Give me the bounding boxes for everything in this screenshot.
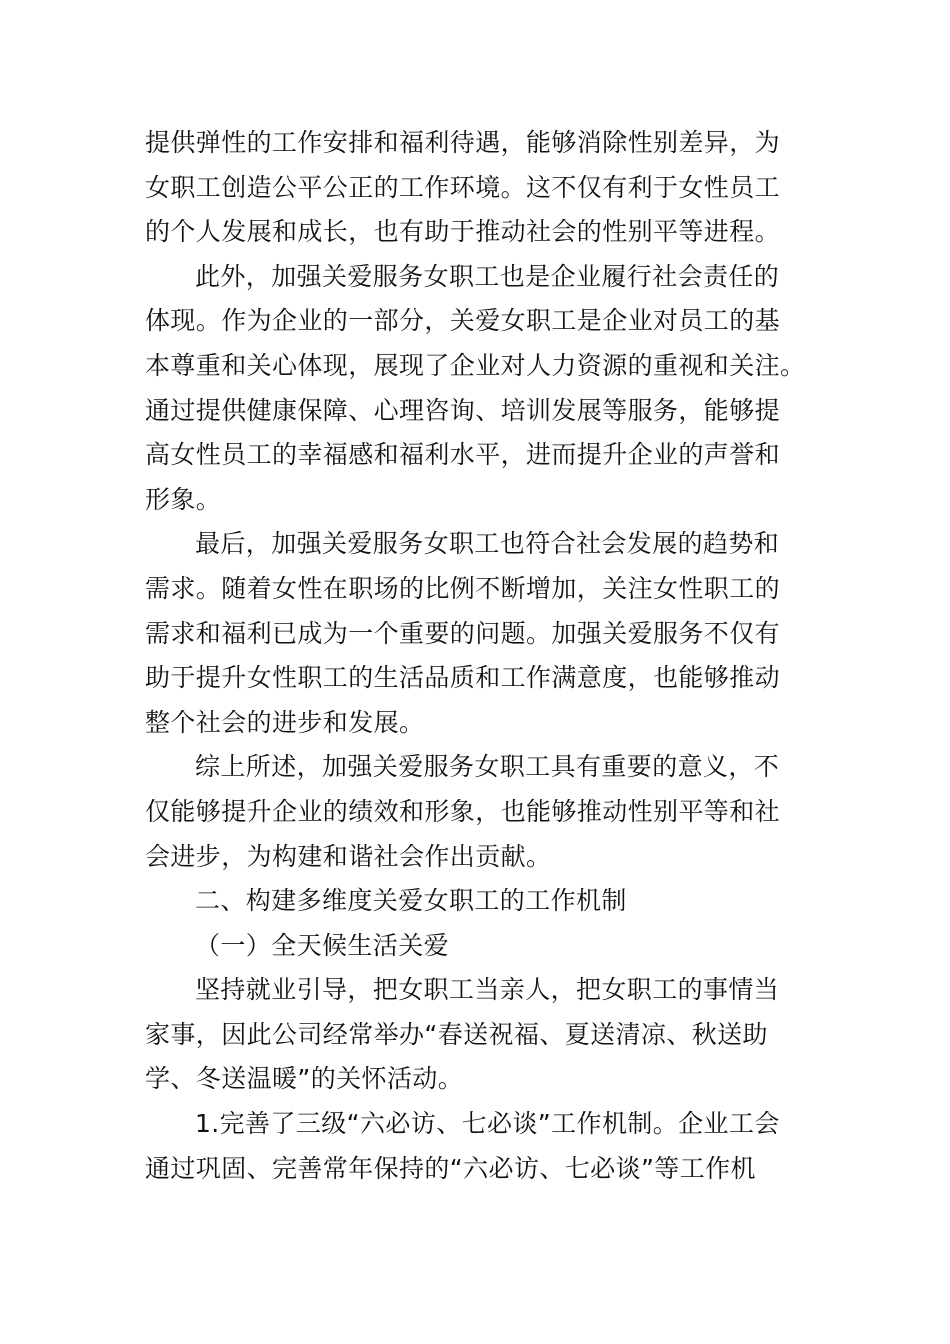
paragraph-line: 坚持就业引导，把女职工当亲人，把女职工的事情当 <box>195 975 780 1005</box>
paragraph-line: 需求和福利已成为一个重要的问题。加强关爱服务不仅有 <box>145 618 781 648</box>
paragraph-line: 体现。作为企业的一部分，关爱女职工是企业对员工的基 <box>145 306 781 336</box>
paragraph-line: 本尊重和关心体现，展现了企业对人力资源的重视和关注。 <box>145 350 806 380</box>
paragraph-line: 1.完善了三级“六必访、七必谈”工作机制。企业工会 <box>195 1109 780 1139</box>
paragraph-line: 通过提供健康保障、心理咨询、培训发展等服务，能够提 <box>145 395 781 425</box>
paragraph-line: 的个人发展和成长，也有助于推动社会的性别平等进程。 <box>145 217 781 247</box>
paragraph-line: 会进步，为构建和谐社会作出贡献。 <box>145 841 552 871</box>
body-text <box>145 121 806 1191</box>
paragraph-line: 综上所述，加强关爱服务女职工具有重要的意义，不 <box>195 752 780 782</box>
paragraph-line: 需求。随着女性在职场的比例不断增加，关注女性职工的 <box>145 573 781 603</box>
paragraph-line: 最后，加强关爱服务女职工也符合社会发展的趋势和 <box>195 529 780 559</box>
paragraph-line: 家事，因此公司经常举办“春送祝福、夏送清凉、秋送助 <box>145 1019 768 1049</box>
paragraph-line: 高女性员工的幸福感和福利水平，进而提升企业的声誉和 <box>145 440 781 470</box>
paragraph-line: 形象。 <box>145 484 222 514</box>
paragraph-line: 女职工创造公平公正的工作环境。这不仅有利于女性员工 <box>145 172 781 202</box>
paragraph-line: 学、冬送温暖”的关怀活动。 <box>145 1064 464 1094</box>
subsection-heading: （一）全天候生活关爱 <box>195 930 450 960</box>
paragraph-line: 仅能够提升企业的绩效和形象，也能够推动性别平等和社 <box>145 796 781 826</box>
section-heading: 二、构建多维度关爱女职工的工作机制 <box>195 886 627 916</box>
paragraph-line: 此外，加强关爱服务女职工也是企业履行社会责任的 <box>195 261 780 291</box>
paragraph-line: 通过巩固、完善常年保持的“六必访、七必谈”等工作机 <box>145 1153 756 1183</box>
paragraph-line: 整个社会的进步和发展。 <box>145 707 425 737</box>
paragraph-line: 提供弹性的工作安排和福利待遇，能够消除性别差异，为 <box>145 128 781 157</box>
paragraph-line: 助于提升女性职工的生活品质和工作满意度，也能够推动 <box>145 663 781 693</box>
